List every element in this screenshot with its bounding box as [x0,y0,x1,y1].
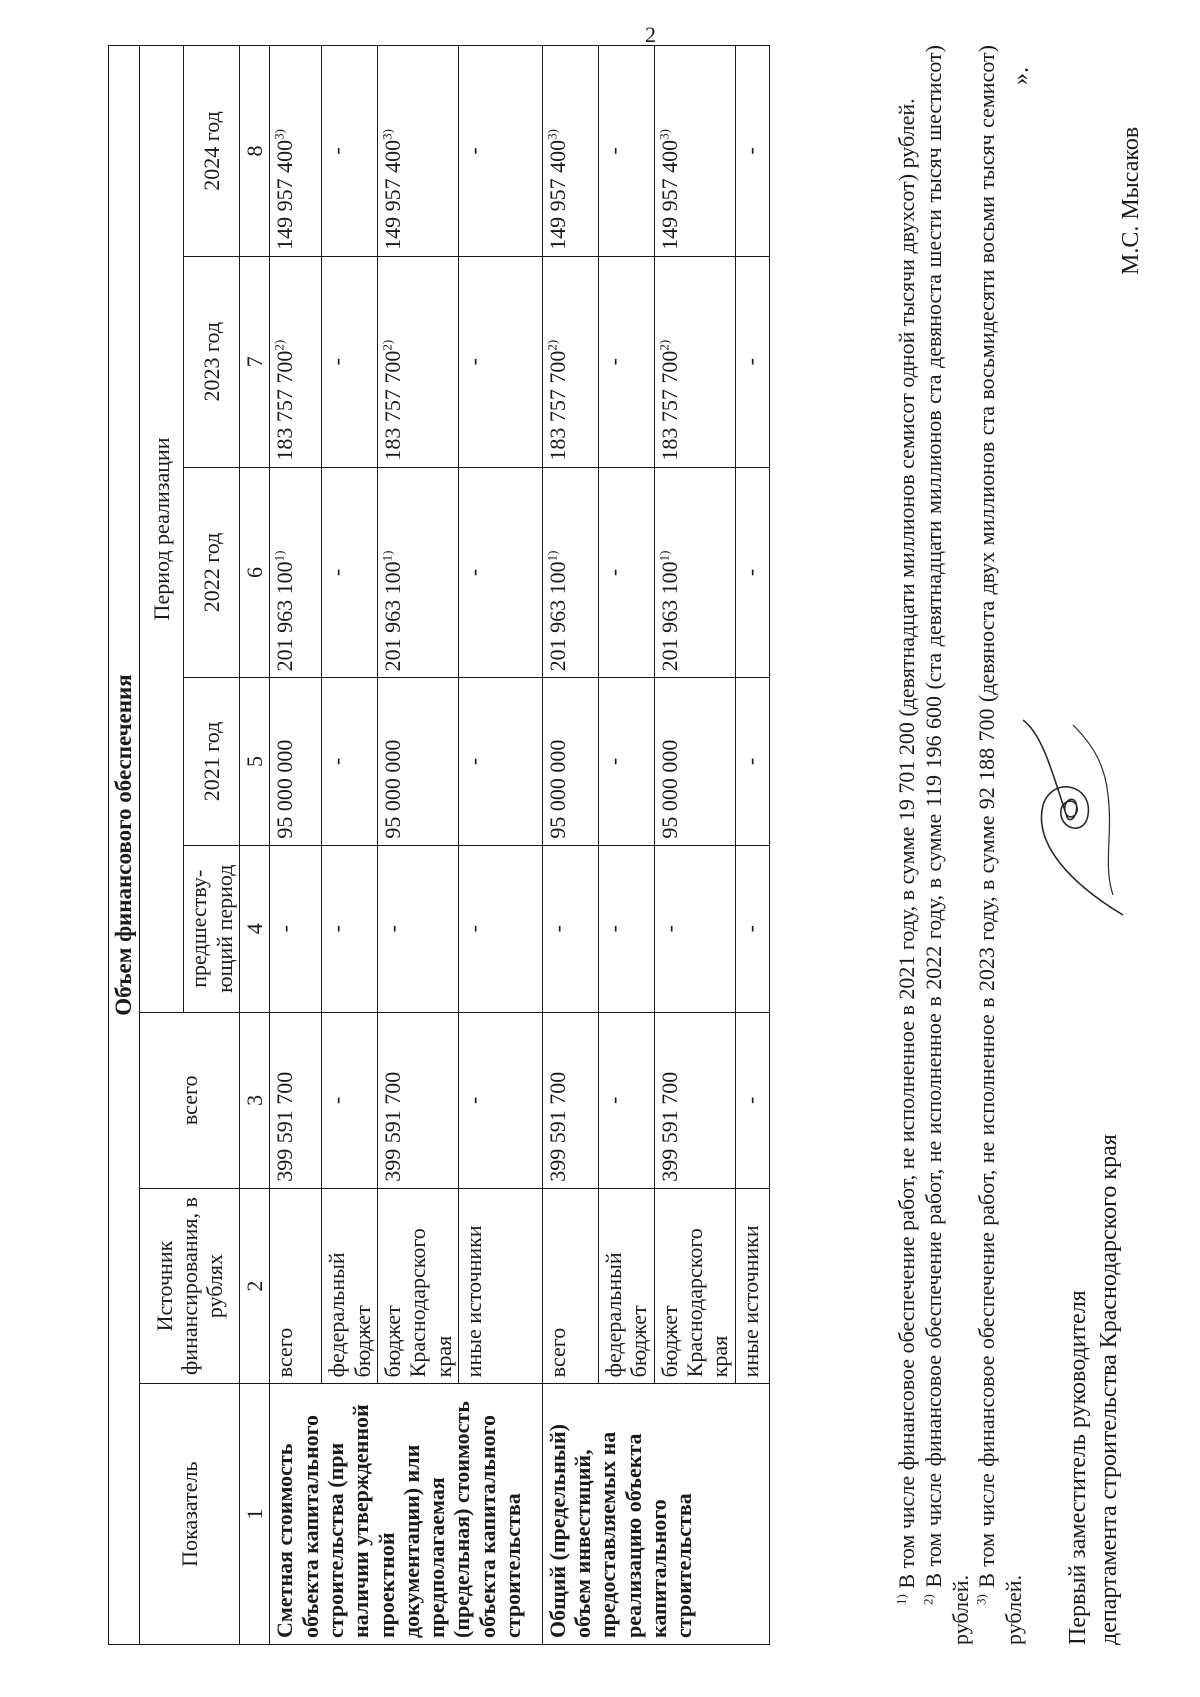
header-2021: 2021 год [184,678,240,845]
total-cell: 399 591 700 [654,1012,735,1188]
source-cell: иные источники [735,1188,769,1384]
footnote-ref: 3) [379,129,395,140]
rotated-page-content [108,45,1200,1645]
total-cell: - [598,1012,654,1188]
footnote-3: $^{3)}$ В том числе финансовое обеспечение работ, не исполненное в 2023 году, в сумме 92 188 700 (девяноста двух миллионов ста восьмидесяти восьми тысяч семисот) рублей. [974,45,1027,1645]
y2021-cell: 95 000 000 [542,678,598,845]
footnote-2: $^{2)}$ В том числе финансовое обеспечение работ, не исполненное в 2022 году, в сумме 119 196 600 (ста девятнадцати миллионов ста девяноста шести тысяч шестисот) рублей. [920,45,973,1645]
footnote-ref: 1) [544,550,560,562]
total-cell: 399 591 700 [377,1012,458,1188]
footnote-ref: 2) [379,339,395,351]
prev-cell: - [458,845,542,1012]
y2023-cell: 183 757 700$^{2)}$ [270,256,322,467]
col-number: 8 [240,46,270,257]
header-2023: 2023 год [184,256,240,467]
prev-cell: - [542,845,598,1012]
y2022-cell: 201 963 100$^{1)}$ [270,467,322,678]
y2021-cell: 95 000 000 [270,678,322,845]
y2023-cell: 183 757 700$^{2)}$ [377,256,458,467]
header-2022: 2022 год [184,467,240,678]
table-row [542,46,598,1645]
y2021-cell: - [598,678,654,845]
y2024-cell: 149 957 400$^{3)}$ [270,46,322,257]
y2021-cell: - [322,678,378,845]
col-number: 4 [240,845,270,1012]
prev-cell: - [598,845,654,1012]
col-number: 1 [240,1384,270,1645]
total-cell: - [322,1012,378,1188]
y2021-cell: 95 000 000 [377,678,458,845]
header-period-group: Период реализации [140,46,184,1013]
footnote-ref: 3) [272,129,287,140]
header-source: Источник финансирования, в рублях [140,1188,240,1384]
table-title: Объем финансового обеспечения [109,46,140,1645]
y2024-cell: - [458,46,542,257]
signer-name: М.С. Мысаков [1118,126,1144,275]
y2022-cell: 201 963 100$^{1)}$ [542,467,598,678]
footnote-ref: 2) [272,339,287,351]
y2024-cell: - [322,46,378,257]
y2022-cell: - [458,467,542,678]
prev-cell: - [377,845,458,1012]
source-cell: всего [542,1188,598,1384]
col-number: 6 [240,467,270,678]
y2021-cell: - [735,678,769,845]
footnote-1: $^{1)}$ В том числе финансовое обеспечение работ, не исполненное в 2021 году, в сумме 19 701 200 (девятнадцати миллионов семисот одной тысячи двухсот) рублей. [893,98,919,1605]
y2024-cell: - [735,46,769,257]
y2022-cell: 201 963 100$^{1)}$ [654,467,735,678]
header-total: всего [140,1012,240,1188]
footnote-ref: 2) [544,339,560,351]
handwritten-signature-icon [1013,715,1133,925]
footnote-ref: 3) [656,129,672,140]
col-number: 7 [240,256,270,467]
closing-quote: ». [1008,67,1034,85]
footnote-ref: 3) [544,129,560,140]
y2022-cell: - [735,467,769,678]
y2024-cell: 149 957 400$^{3)}$ [542,46,598,257]
indicator-estimated-cost: Сметная стоимость объекта капитального строительства (при наличии утвержденной проектной документации) или предполагаемая (предельная) стоимость объекта капитального строительства [270,1384,542,1645]
source-cell: федеральный бюджет [598,1188,654,1384]
footnote-ref: 1) [272,550,287,562]
prev-cell: - [322,845,378,1012]
y2024-cell: 149 957 400$^{3)}$ [377,46,458,257]
total-cell: 399 591 700 [542,1012,598,1188]
y2023-cell: - [598,256,654,467]
y2024-cell: 149 957 400$^{3)}$ [654,46,735,257]
signer-title: Первый заместитель руководителя департамента строительства Краснодарского края [1065,1134,1123,1645]
y2023-cell: 183 757 700$^{2)}$ [654,256,735,467]
footnotes [894,45,1028,1645]
y2023-cell: 183 757 700$^{2)}$ [542,256,598,467]
prev-cell: - [735,845,769,1012]
y2023-cell: - [322,256,378,467]
total-cell: - [735,1012,769,1188]
source-cell: федеральный бюджет [322,1188,378,1384]
y2021-cell: 95 000 000 [654,678,735,845]
col-number: 2 [240,1188,270,1384]
y2024-cell: - [598,46,654,257]
source-cell: иные источники [458,1188,542,1384]
financing-table [108,45,770,1645]
header-previous-period: предшеству-ющий период [184,845,240,1012]
source-cell: всего [270,1188,322,1384]
y2022-cell: - [598,467,654,678]
y2022-cell: - [322,467,378,678]
total-cell: 399 591 700 [270,1012,322,1188]
prev-cell: - [270,845,322,1012]
y2023-cell: - [458,256,542,467]
source-cell: бюджет Краснодарского края [654,1188,735,1384]
footnote-ref: 1) [379,550,395,562]
y2021-cell: - [458,678,542,845]
col-number: 3 [240,1012,270,1188]
y2022-cell: 201 963 100$^{1)}$ [377,467,458,678]
col-number: 5 [240,678,270,845]
header-2024: 2024 год [184,46,240,257]
header-indicator: Показатель [140,1384,240,1645]
y2023-cell: - [735,256,769,467]
prev-cell: - [654,845,735,1012]
footnote-ref: 2) [656,339,672,351]
footnote-ref: 1) [656,550,672,562]
table-row [270,46,322,1645]
source-cell: бюджет Краснодарского края [377,1188,458,1384]
total-cell: - [458,1012,542,1188]
indicator-investment-volume: Общий (предельный) объем инвестиций, предоставляемых на реализацию объекта капитального строительства [542,1384,769,1645]
page-number: 2 [645,22,656,47]
